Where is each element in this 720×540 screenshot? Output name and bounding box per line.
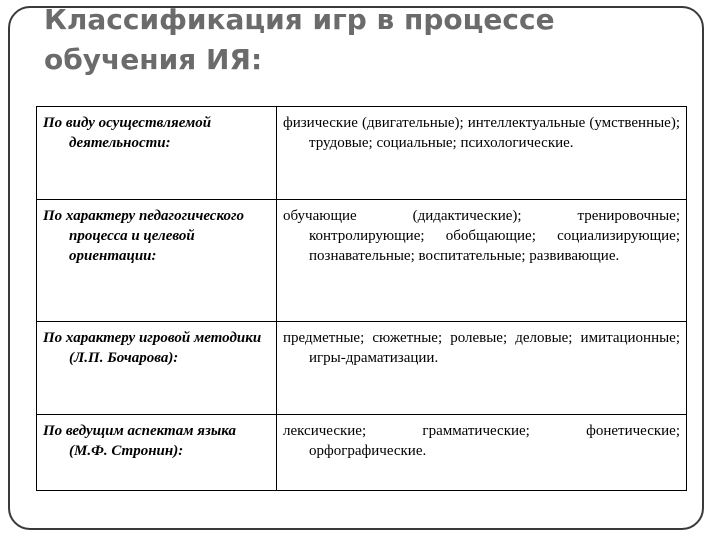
classification-table — [36, 106, 687, 491]
values-cell — [277, 107, 687, 200]
criterion-cell — [37, 415, 277, 491]
values-cell — [277, 415, 687, 491]
slide-title-line-2: обучения ИЯ: — [44, 43, 263, 76]
values-text: лексические; грамматические; фонетические; орфографические. — [283, 423, 680, 459]
slide-title-line-1: Классификация игр в процессе — [44, 3, 555, 36]
table-row — [37, 415, 687, 491]
values-cell — [277, 200, 687, 322]
table-row — [37, 200, 687, 322]
criterion-text: По виду осуществляемой деятельности: — [43, 115, 212, 151]
values-text: обучающие (дидактические); тренировочные; контролирующие; обобщающие; социализирующие; познавательные; воспитательные; развивающие. — [283, 208, 680, 264]
criterion-text: По характеру педагогического процесса и целевой ориентации: — [43, 208, 245, 264]
values-text: предметные; сюжетные; ролевые; деловые; имитационные; игры-драматизации. — [283, 330, 680, 366]
table-row — [37, 107, 687, 200]
criterion-cell — [37, 200, 277, 322]
criterion-cell — [37, 107, 277, 200]
values-text: физические (двигательные); интеллектуальные (умственные); трудовые; социальные; психологические. — [283, 115, 680, 151]
table-row — [37, 322, 687, 415]
criterion-text: По ведущим аспектам языка (М.Ф. Стронин): — [43, 423, 236, 459]
criterion-text: По характеру игровой методики (Л.П. Бочарова): — [43, 330, 262, 366]
slide-title — [44, 0, 555, 80]
criterion-cell — [37, 322, 277, 415]
values-cell — [277, 322, 687, 415]
